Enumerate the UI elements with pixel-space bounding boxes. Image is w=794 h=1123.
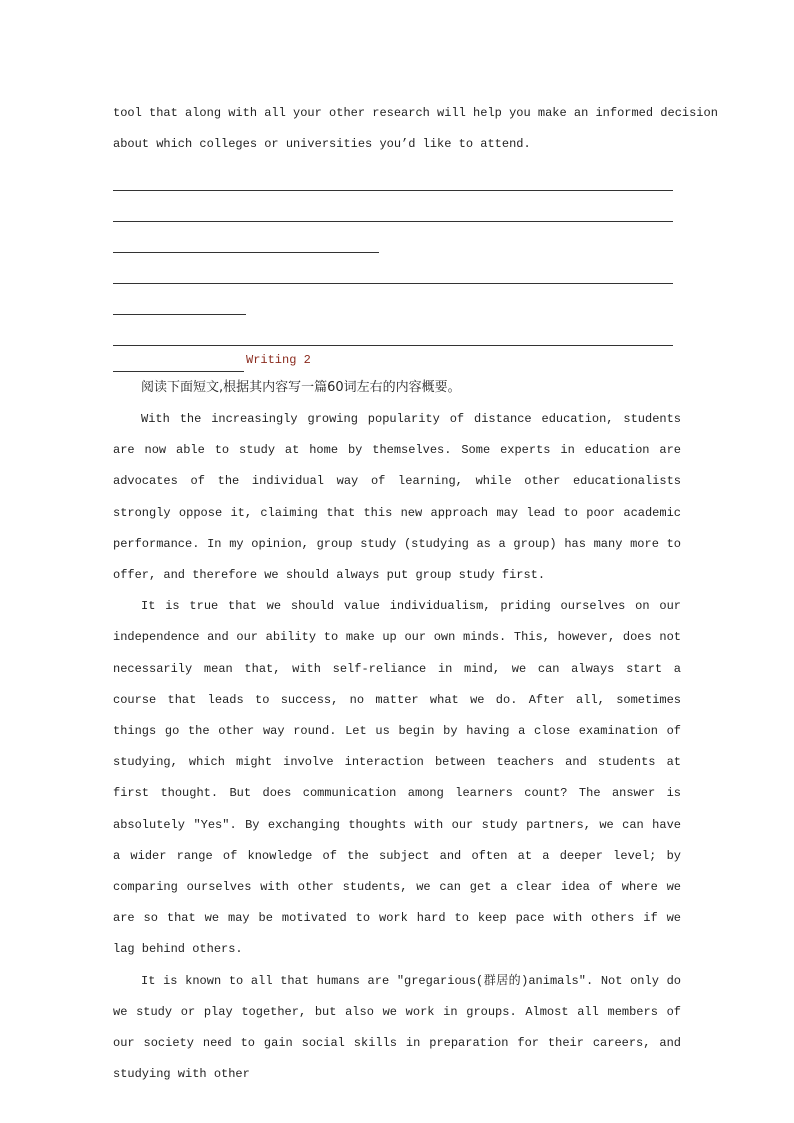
passage-paragraph-1: With the increasingly growing popularity of distance education, students are now able to study at home by themselves. Some experts in education are advocates of the individual way of learning, while other educationalists strongly oppose it, claiming that this new approach may lead to poor academic performance. In my opinion, group study (studying as a group) has many more to offer, and therefore we should always put group study first. (113, 412, 681, 583)
answer-line-4[interactable] (113, 253, 673, 284)
passage-paragraph-3: It is known to all that humans are ″gregarious(群居的)animals″. Not only do we study or play together, but also we work in groups. Almost all members of our society need to gain social skills in preparation for their careers, and studying with other (113, 973, 681, 1082)
writing-2-heading-row (113, 348, 681, 372)
answer-line-6[interactable] (113, 315, 673, 346)
passage-paragraph-2: It is true that we should value individualism, priding ourselves on our independence and our ability to make up our own minds. This, however, does not necessarily mean that, with self-reliance in mind, we can always start a course that leads to success, no matter what we do. After all, sometimes things go the other way round. Let us begin by having a close examination of studying, which might involve interaction between teachers and students at first thought. But does communication among learners count? The answer is absolutely ″Yes″. By exchanging thoughts with our study partners, we can have a wider range of knowledge of the subject and often at a deeper level; by comparing ourselves with other students, we can get a clear idea of where we are so that we may be motivated to work hard to keep pace with others if we lag behind others. (113, 599, 681, 957)
answer-line-3[interactable] (113, 222, 379, 253)
intro-line-1: tool that along with all your other research will help you make an informed decision (113, 106, 718, 120)
answer-line-7[interactable] (113, 352, 244, 372)
document-page (113, 98, 718, 1090)
answer-line-5[interactable] (113, 284, 246, 315)
writing-2-title: Writing 2 (246, 353, 311, 367)
answer-line-2[interactable] (113, 191, 673, 222)
writing-2-instruction: 阅读下面短文,根据其内容写一篇60词左右的内容概要。 (141, 380, 461, 395)
intro-line-2: about which colleges or universities you’d like to attend. (113, 137, 531, 151)
answer-line-1[interactable] (113, 160, 673, 191)
